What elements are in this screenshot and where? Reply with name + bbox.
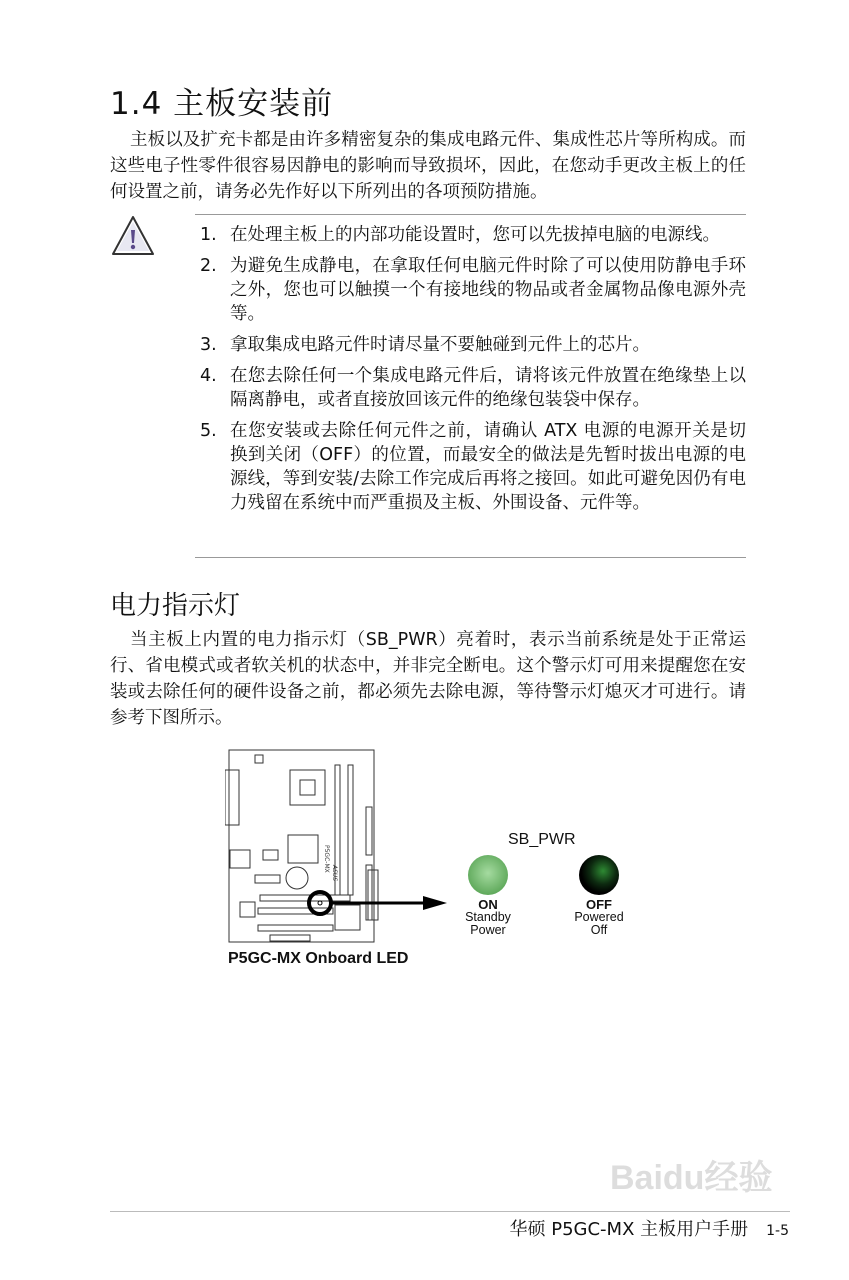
item-text: 在处理主板上的内部功能设置时，您可以先拔掉电脑的电源线。	[230, 225, 720, 245]
item-number: 5.	[200, 421, 217, 441]
figure-caption: P5GC-MX Onboard LED	[228, 950, 409, 967]
led-heading: 电力指示灯	[110, 591, 241, 621]
brand-label: ASUS	[331, 865, 338, 882]
page-number: 1-5	[766, 1223, 789, 1239]
item-text: 在您去除任何一个集成电路元件后，请将该元件放置在绝缘垫上以隔离静电，或者直接放回该元件的绝缘包装袋中保存。	[230, 366, 746, 410]
warning-triangle-icon	[110, 214, 156, 258]
led-on-label	[448, 898, 528, 937]
item-number: 3.	[200, 335, 217, 355]
list-item	[195, 223, 746, 247]
led-off-indicator	[579, 855, 619, 895]
on-desc: Power	[470, 923, 506, 937]
on-state: ON	[478, 897, 498, 912]
intro-paragraph: 主板以及扩充卡都是由许多精密复杂的集成电路元件、集成性芯片等所构成。而这些电子性零件很容易因静电的影响而导致损坏，因此，在您动手更改主板上的任何设置之前，请务必先作好以下所列出的各项预防措施。	[110, 130, 746, 202]
item-number: 4.	[200, 366, 217, 386]
led-on-indicator	[468, 855, 508, 895]
sb-pwr-label: SB_PWR	[508, 831, 576, 848]
list-item	[195, 254, 746, 326]
section-title: 1.4 主板安装前	[110, 86, 334, 122]
off-state: OFF	[586, 897, 612, 912]
item-number: 2.	[200, 256, 217, 276]
precautions-list	[195, 215, 746, 515]
item-number: 1.	[200, 225, 217, 245]
off-desc: Off	[590, 923, 608, 937]
precautions-box	[195, 214, 746, 558]
off-desc: Powered	[574, 910, 624, 924]
item-text: 拿取集成电路元件时请尽量不要触碰到元件上的芯片。	[230, 335, 650, 355]
led-off-label	[559, 898, 639, 937]
footer-divider	[110, 1211, 790, 1212]
list-item	[195, 364, 746, 412]
led-paragraph: 当主板上内置的电力指示灯（SB_PWR）亮着时，表示当前系统是处于正常运行、省电模式或者软关机的状态中，并非完全断电。这个警示灯可用来提醒您在安装或去除任何的硬件设备之前，都必须先去除电源，等待警示灯熄灭才可进行。请参考下图所示。	[110, 630, 746, 728]
footer	[510, 1215, 790, 1241]
list-item	[195, 419, 746, 515]
on-desc: Standby	[465, 910, 511, 924]
item-text: 在您安装或去除任何元件之前，请确认 ATX 电源的电源开关是切换到关闭（OFF）的位置，而最安全的做法是先暂时拔出电源的电源线，等到安装/去除工作完成后再将之接回。如此可避免因仍有电力残留在系统中而严重损及主板、外围设备、元件等。	[230, 421, 746, 513]
footer-title: 华硕 P5GC-MX 主板用户手册	[509, 1219, 749, 1240]
list-item	[195, 333, 746, 357]
board-model-label: P5GC-MX	[323, 845, 330, 873]
item-text: 为避免生成静电，在拿取任何电脑元件时除了可以使用防静电手环之外，您也可以触摸一个有接地线的物品或者金属物品像电源外壳等。	[230, 256, 746, 324]
watermark: Baidu经验	[610, 1159, 773, 1197]
motherboard-diagram	[225, 745, 645, 975]
